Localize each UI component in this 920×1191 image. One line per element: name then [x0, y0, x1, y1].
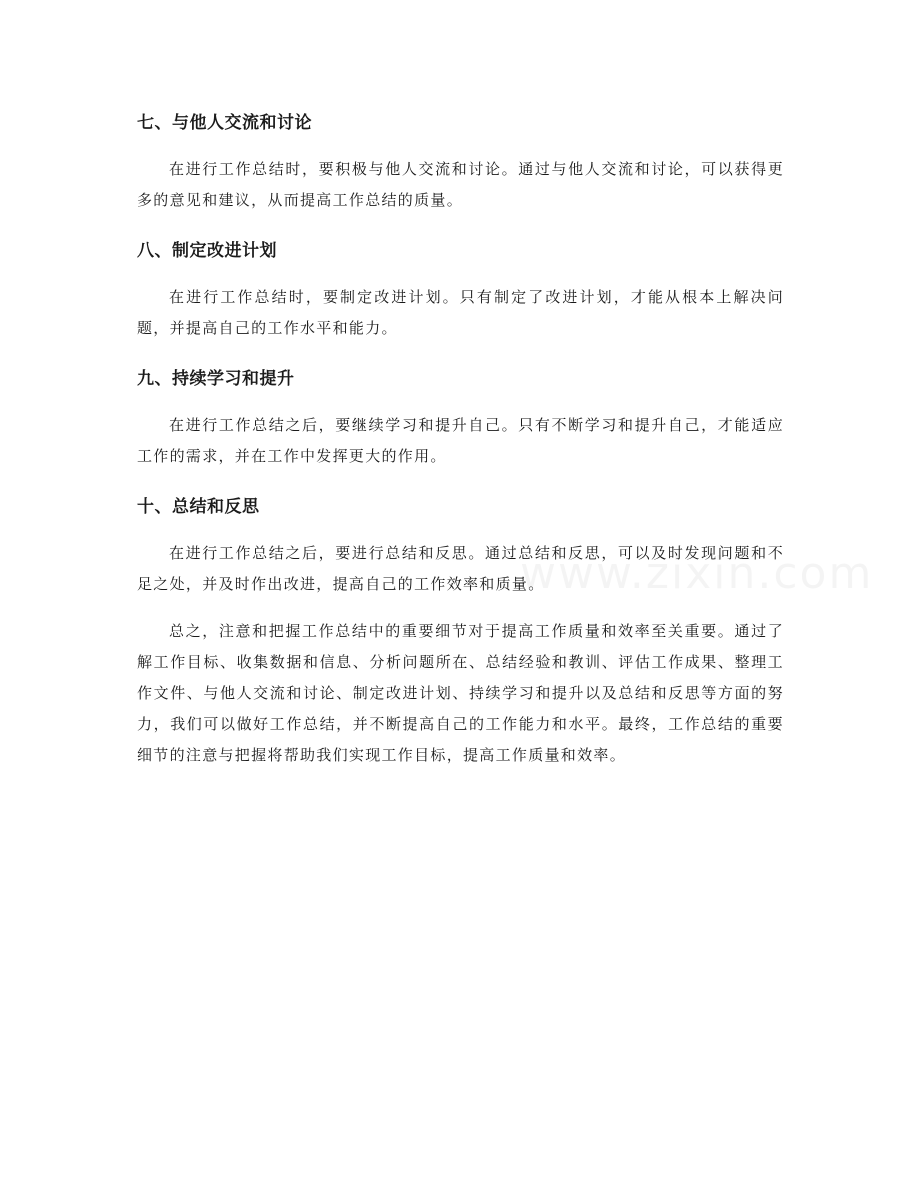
section-heading: 八、制定改进计划	[137, 241, 277, 261]
section-7	[137, 104, 784, 216]
section-heading: 十、总结和反思	[137, 497, 260, 517]
watermark	[520, 548, 873, 599]
section-paragraph: 在进行工作总结之后，要继续学习和提升自己。只有不断学习和提升自己，才能适应工作的需求，并在工作中发挥更大的作用。	[137, 416, 784, 465]
section-paragraph: 在进行工作总结时，要制定改进计划。只有制定了改进计划，才能从根本上解决问题，并提高自己的工作水平和能力。	[137, 288, 784, 337]
section-9	[137, 360, 784, 472]
conclusion-paragraph: 总之，注意和把握工作总结中的重要细节对于提高工作质量和效率至关重要。通过了解工作目标、收集数据和信息、分析问题所在、总结经验和教训、评估工作成果、整理工作文件、与他人交流和讨论、制定改进计划、持续学习和提升以及总结和反思等方面的努力，我们可以做好工作总结，并不断提高自己的工作能力和水平。最终，工作总结的重要细节的注意与把握将帮助我们实现工作目标，提高工作质量和效率。	[137, 622, 784, 764]
section-paragraph: 在进行工作总结之后，要进行总结和反思。通过总结和反思，可以及时发现问题和不足之处，并及时作出改进，提高自己的工作效率和质量。	[137, 544, 784, 593]
section-paragraph: 在进行工作总结时，要积极与他人交流和讨论。通过与他人交流和讨论，可以获得更多的意见和建议，从而提高工作总结的质量。	[137, 160, 784, 209]
section-heading: 九、持续学习和提升	[137, 369, 295, 389]
section-8	[137, 232, 784, 344]
section-heading: 七、与他人交流和讨论	[137, 113, 312, 133]
document-page	[137, 104, 784, 787]
